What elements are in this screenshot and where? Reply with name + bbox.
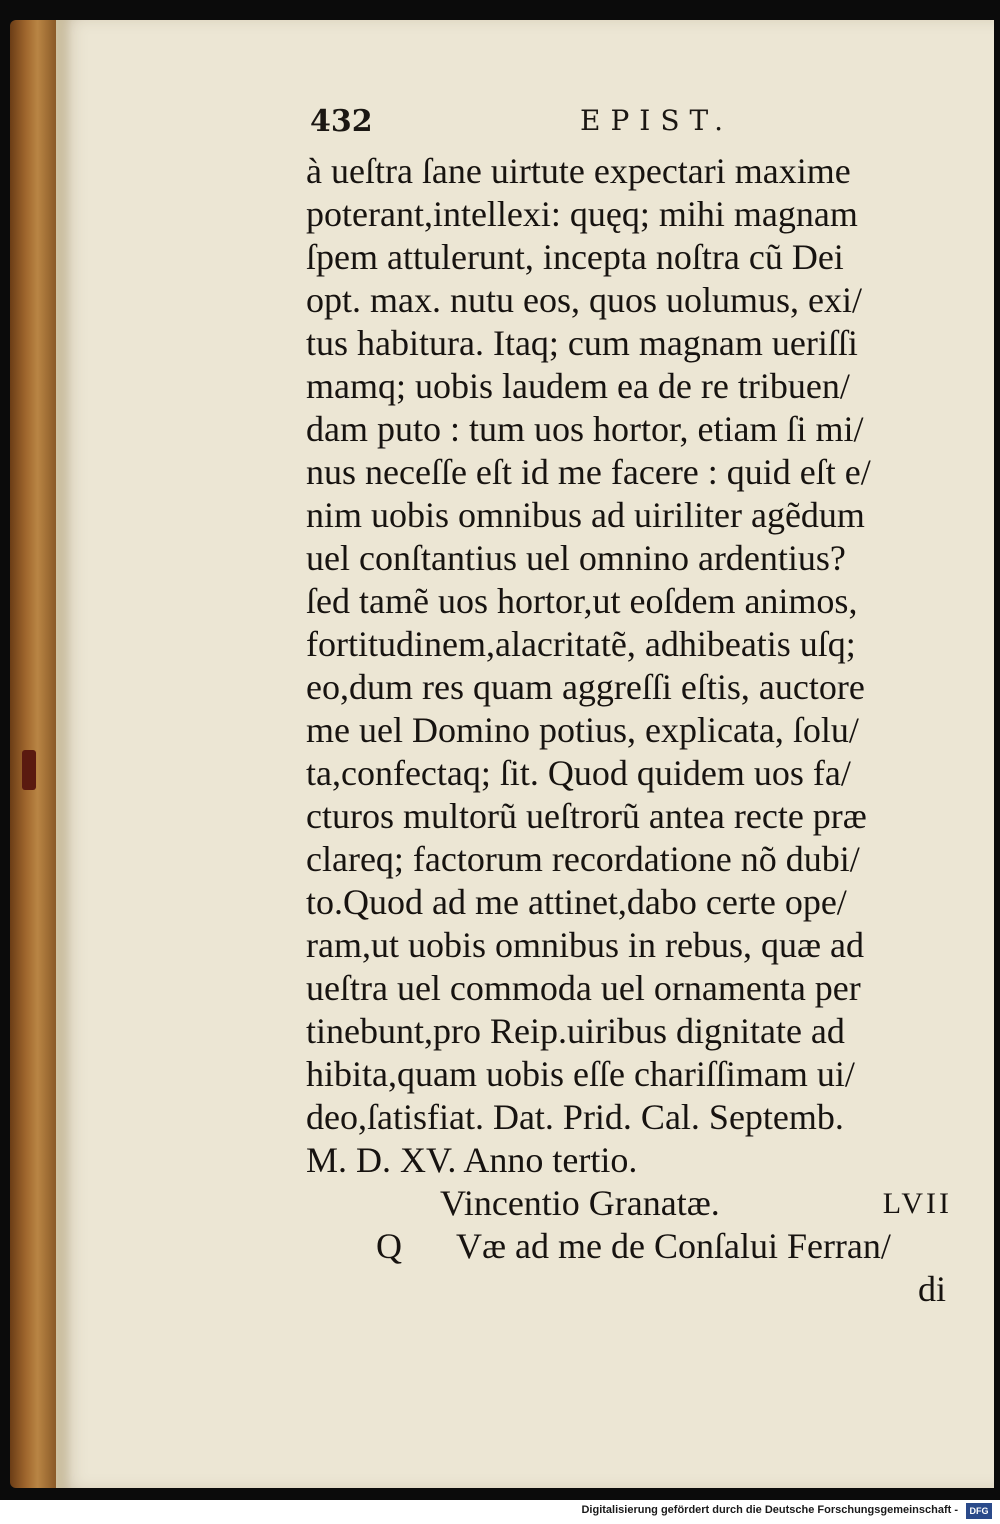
incipit-line: [306, 1225, 976, 1268]
text-line: me uel Domino potius, explicata, ſolu/: [306, 710, 859, 750]
text-line: ſed tamẽ uos hortor,ut eoſdem animos,: [306, 581, 858, 621]
page-number: 432: [310, 104, 373, 139]
text-line: deo,ſatisfiat. Dat. Prid. Cal. Septemb.: [306, 1097, 844, 1137]
text-line: opt. max. nutu eos, quos uolumus, exi/: [306, 280, 862, 320]
text-line: ram,ut uobis omnibus in rebus, quæ ad: [306, 925, 864, 965]
running-head: EPIST.: [580, 104, 733, 137]
text-line: clareq; factorum recordatione nõ dubi/: [306, 839, 860, 879]
text-line: dam puto : tum uos hortor, etiam ſi mi/: [306, 409, 864, 449]
text-line: fortitudinem,alacritatẽ, adhibeatis uſq;: [306, 624, 856, 664]
bookmark-tab: [22, 750, 36, 790]
book-spine: [10, 20, 56, 1488]
text-line: ta,confectaq; ſit. Quod quidem uos fa/: [306, 753, 851, 793]
text-line: poterant,intellexi: quęq; mihi magnam: [306, 194, 858, 234]
catchword: di: [917, 1269, 946, 1309]
text-line: ſpem attulerunt, incepta noſtra cũ Dei: [306, 237, 844, 277]
dfg-logo-icon: DFG: [966, 1503, 992, 1519]
text-line: eo,dum res quam aggreſſi eſtis, auctore: [306, 667, 865, 707]
letter-heading-line: [306, 1182, 976, 1225]
text-line: nim uobis omnibus ad uiriliter agẽdum: [306, 495, 865, 535]
incipit-text: Væ ad me de Conſalui Ferran/: [456, 1226, 891, 1266]
text-line: mamq; uobis laudem ea de re tribuen/: [306, 366, 850, 406]
page-header: [310, 104, 970, 144]
text-line: hibita,quam uobis eſſe chariſſimam ui/: [306, 1054, 855, 1094]
text-line: ueſtra uel commoda uel ornamenta per: [306, 968, 861, 1008]
text-line: nus neceſſe eſt id me facere : quid eſt e/: [306, 452, 871, 492]
text-line: tinebunt,pro Reip.uiribus dignitate ad: [306, 1011, 845, 1051]
guide-letter: Q: [376, 1226, 402, 1266]
footer-bar: [0, 1500, 1000, 1524]
text-line: M. D. XV. Anno tertio.: [306, 1140, 638, 1180]
letter-number: LVII: [882, 1187, 952, 1220]
letter-addressee: Vincentio Granatæ.: [440, 1183, 720, 1223]
text-line: tus habitura. Itaq; cum magnam ueriſſi: [306, 323, 858, 363]
text-line: to.Quod ad me attinet,dabo certe ope/: [306, 882, 847, 922]
text-line: à ueſtra ſane uirtute expectari maxime: [306, 151, 851, 191]
text-line: uel conſtantius uel omnino ardentius?: [306, 538, 846, 578]
text-line: cturos multorũ ueſtrorũ antea recte præ: [306, 796, 867, 836]
funding-credit: Digitalisierung gefördert durch die Deutsche Forschungsgemeinschaft -: [581, 1504, 958, 1516]
page-gutter-shadow: [56, 20, 72, 1488]
letter-text: [306, 150, 976, 1311]
